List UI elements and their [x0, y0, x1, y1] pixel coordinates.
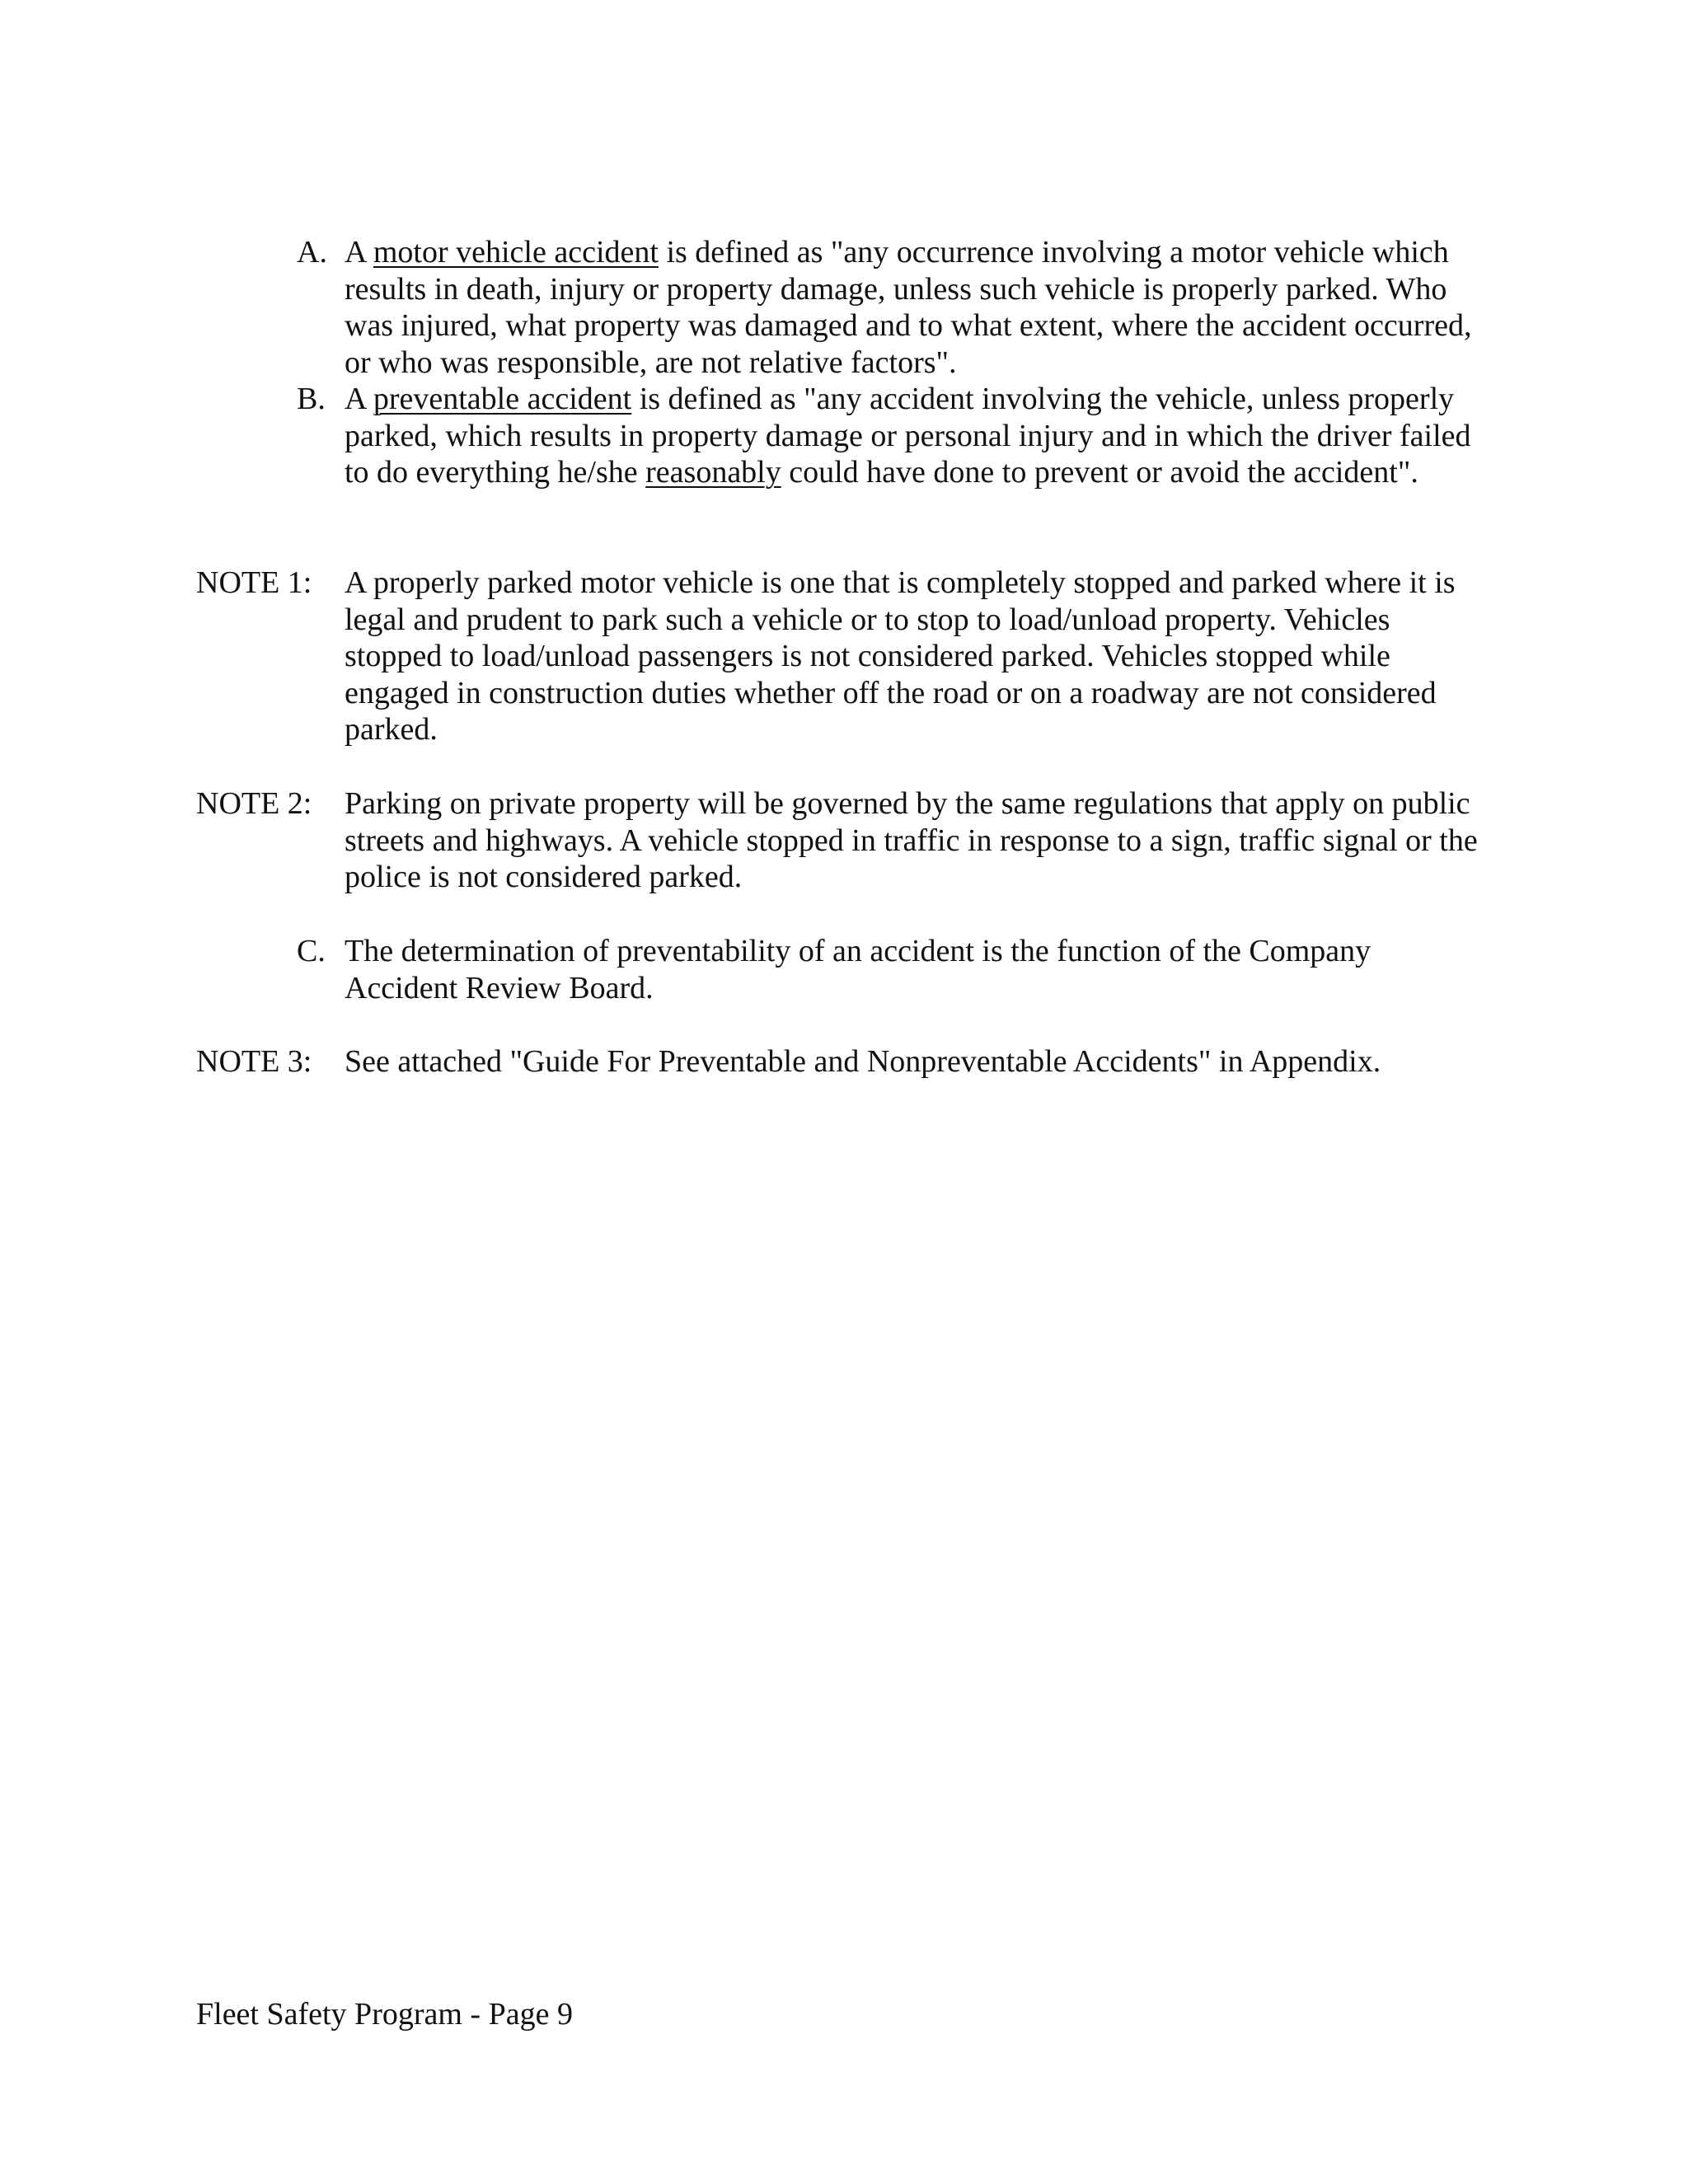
note-2-label: NOTE 2:: [196, 786, 312, 821]
note-1-text: A properly parked motor vehicle is one that is completely stopped and parked where it is legal and prudent to park such a vehicle or to stop to load/unload property. Vehicles stopped to load/unload passengers is not considered parked. Vehicles stopped while engaged in construction duties whether off the road or on a roadway are not considered parked.: [345, 565, 1456, 747]
note-1: [0, 565, 1688, 754]
note-3: [0, 1043, 1688, 1085]
item-b-text: [345, 381, 1482, 491]
item-a-before: A: [345, 235, 373, 269]
item-a-term: motor vehicle accident: [373, 235, 659, 269]
item-a-after: is defined as "any occurrence involving a motor vehicle which results in death, injury or property damage, unless such vehicle is properly parked. Who was injured, what property was damaged and to what extent, where the accident occurred, or who was responsible, are not relative factors".: [345, 235, 1472, 380]
item-b-term: preventable accident: [373, 382, 632, 416]
item-a: [0, 234, 1688, 382]
item-b-emphasis: reasonably: [645, 455, 781, 490]
page-footer: Fleet Safety Program - Page 9: [196, 1997, 573, 2032]
item-c-text: The determination of preventability of an accident is the function of the Company Accident Review Board.: [345, 934, 1372, 1005]
note-2: [0, 785, 1688, 901]
note-2-text: Parking on private property will be governed by the same regulations that apply on public streets and highways. A vehicle stopped in traffic in response to a sign, traffic signal or the police is not considered parked.: [345, 786, 1478, 894]
item-c-marker: C.: [297, 934, 326, 968]
item-b-middle: is defined as "any accident involving the vehicle, unless properly parked, which results in property damage or personal injury and in which the driver failed to do everything he/she: [345, 382, 1471, 490]
item-a-marker: A.: [297, 235, 327, 269]
note-1-label: NOTE 1:: [196, 565, 312, 600]
note-3-text: See attached "Guide For Preventable and Nonpreventable Accidents" in Appendix.: [345, 1044, 1381, 1079]
item-c: [0, 933, 1688, 1011]
item-b-after: could have done to prevent or avoid the accident".: [781, 455, 1418, 490]
item-b-marker: B.: [297, 382, 326, 416]
item-b-before: A: [345, 382, 373, 416]
item-a-text: [345, 234, 1482, 381]
note-3-label: NOTE 3:: [196, 1044, 312, 1079]
item-b: [0, 381, 1688, 529]
